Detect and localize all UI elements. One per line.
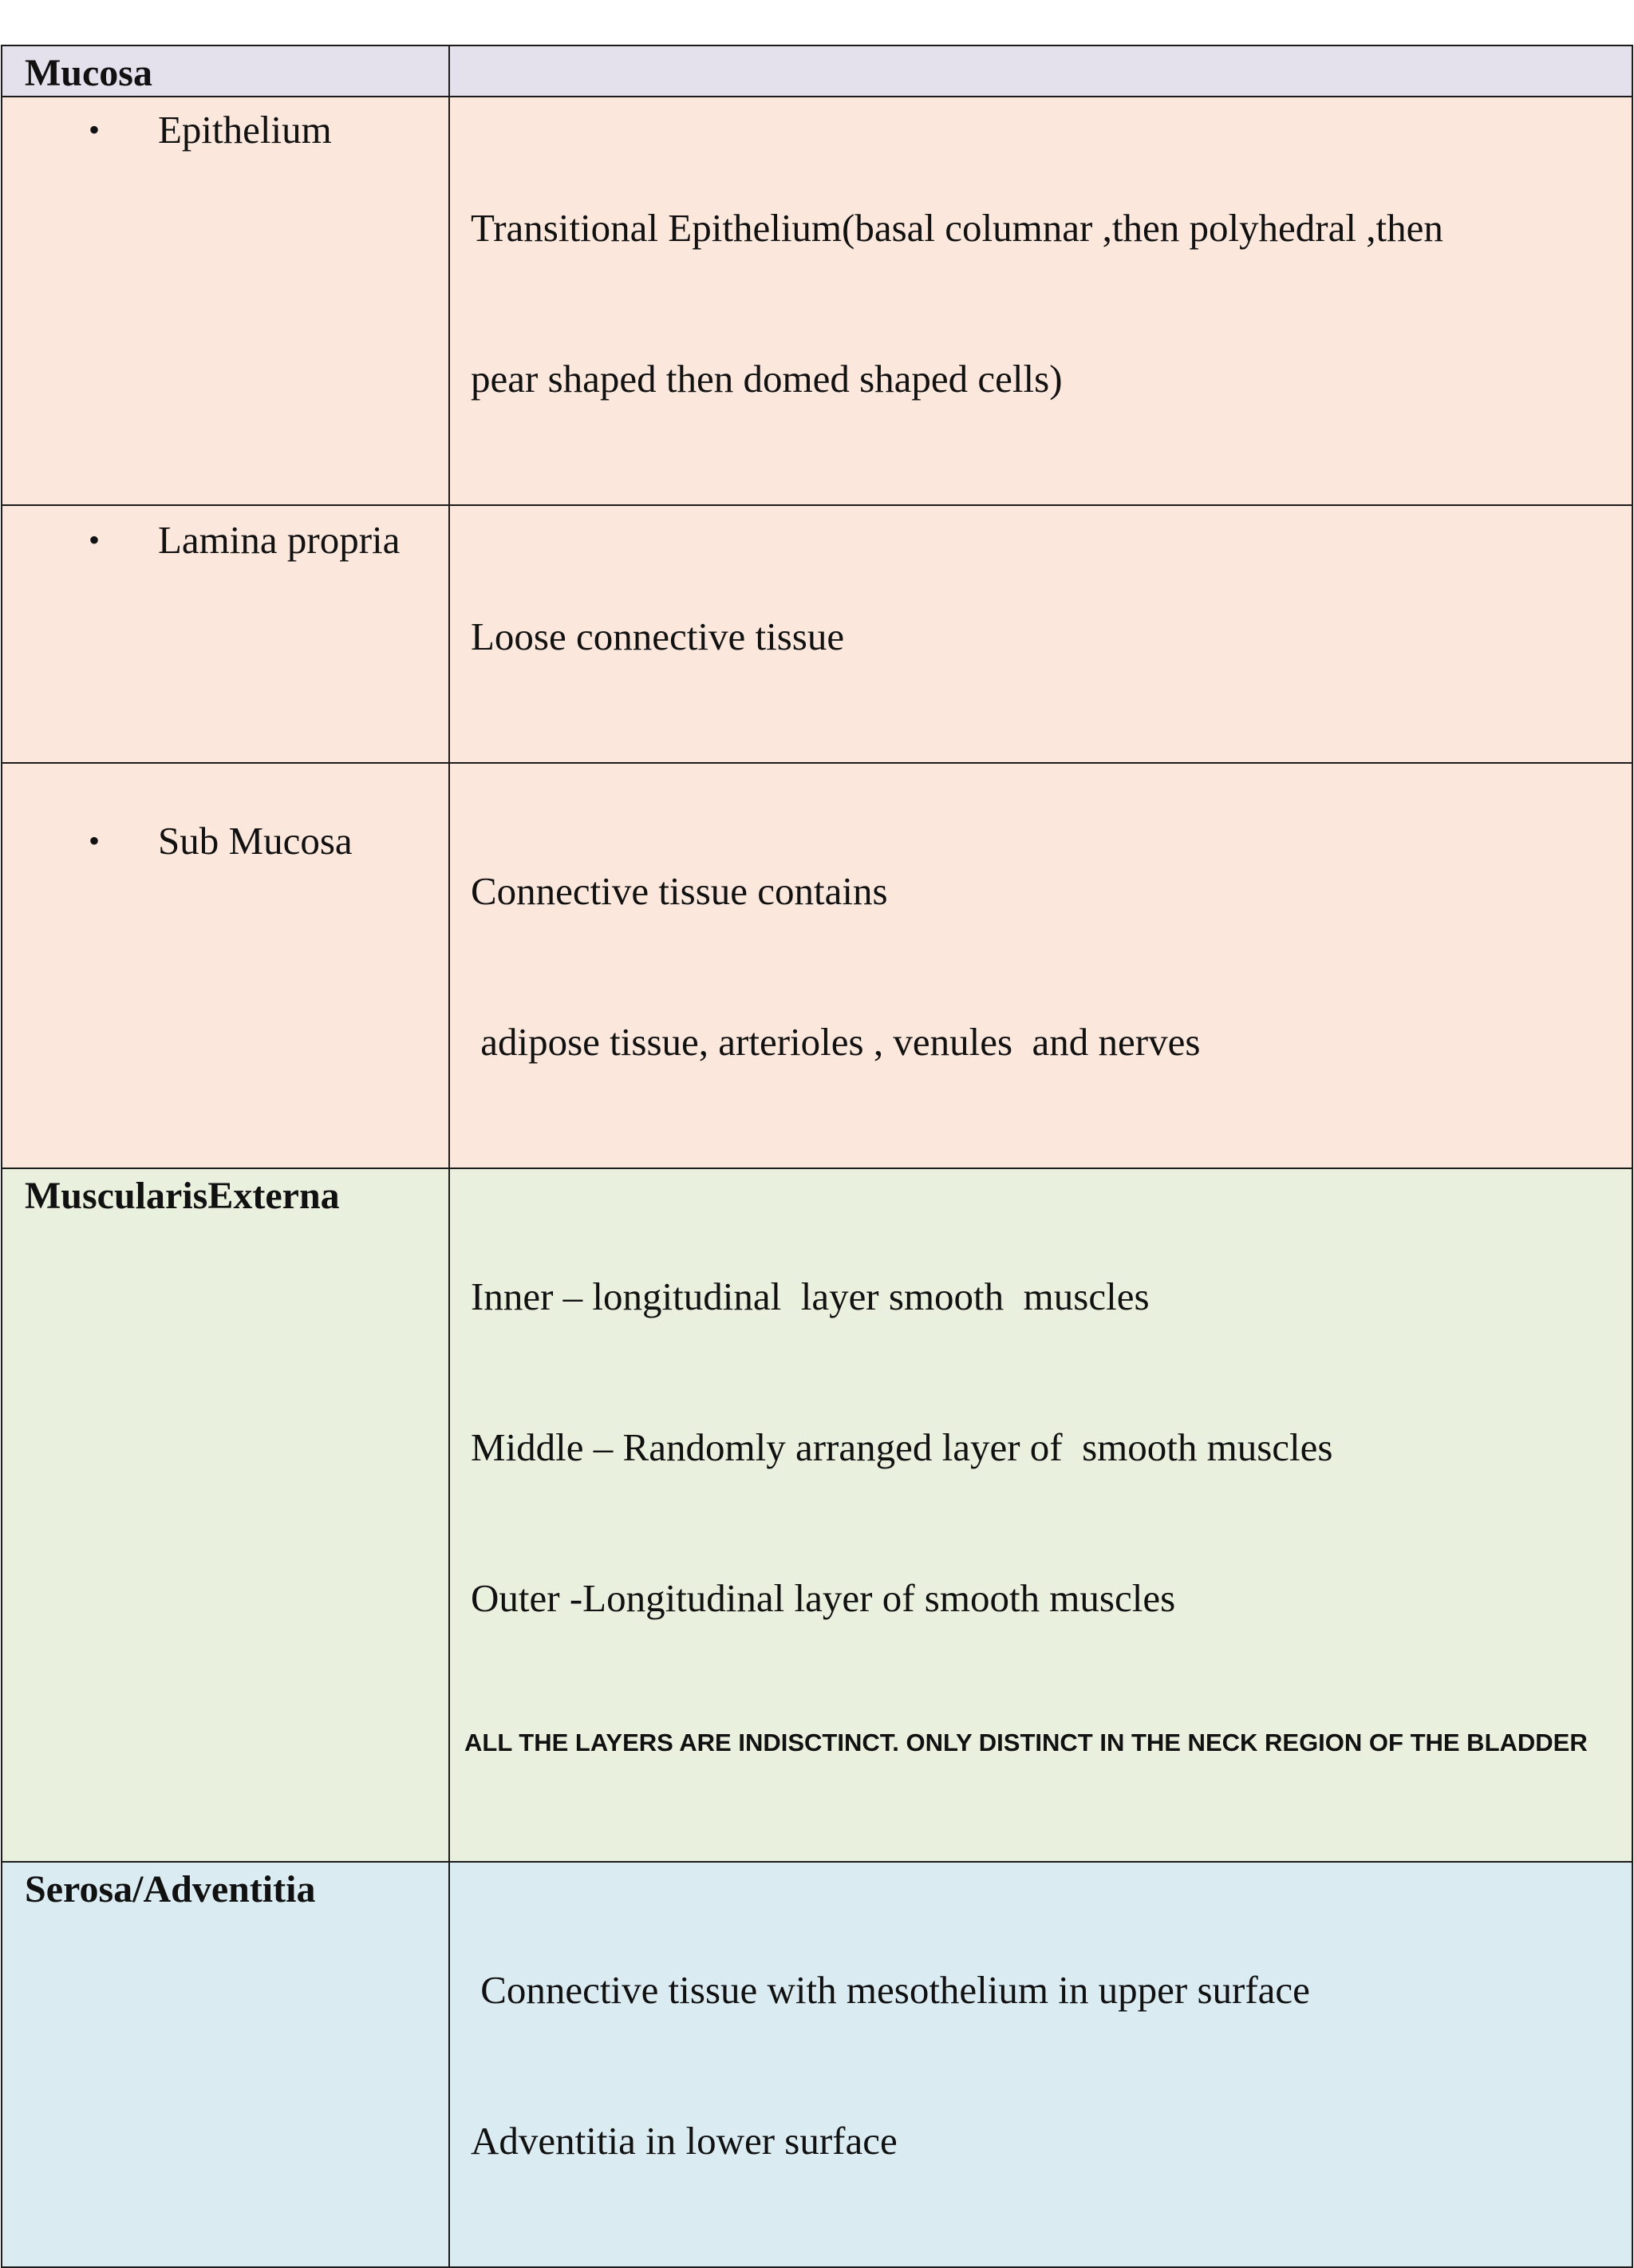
muscularis-note: ALL THE LAYERS ARE INDISCTINCT. ONLY DISTINCT IN THE NECK REGION OF THE BLADDER [464,1729,1588,1756]
bullet-icon: • [89,112,101,148]
lamina-propria-desc-cell [449,505,1632,763]
lamina-propria-desc [450,506,1632,762]
serosa-desc-line: Connective tissue with mesothelium in upper surface [471,1968,1310,2012]
bullet-icon: • [89,522,101,558]
muscularis-label-cell [2,1168,449,1862]
sub-mucosa-label-cell [2,763,449,1168]
mucosa-desc-cell [449,45,1632,97]
sub-mucosa-desc-line: Connective tissue contains [471,869,888,913]
epithelium-item [2,97,448,155]
sub-mucosa-desc-line: adipose tissue, arterioles , venules and nerves [471,1020,1201,1064]
muscularis-label: MuscularisExterna [25,1175,340,1217]
bladder-layers-table [1,45,1633,2268]
epithelium-label: Epithelium [158,108,332,152]
table-row-sub-mucosa [2,763,1632,1168]
lamina-propria-desc-line: Loose connective tissue [471,614,845,658]
sub-mucosa-desc-cell [449,763,1632,1168]
epithelium-desc-line: Transitional Epithelium(basal columnar ,then polyhedral ,then [471,206,1443,250]
epithelium-label-cell [2,97,449,505]
sub-mucosa-label: Sub Mucosa [158,819,353,863]
muscularis-desc-cell [449,1168,1632,1862]
lamina-propria-label-cell [2,505,449,763]
muscularis-desc-line: Outer -Longitudinal layer of smooth muscles [471,1576,1176,1620]
muscularis-desc-line: Middle – Randomly arranged layer of smooth muscles [471,1425,1333,1469]
mucosa-label: Mucosa [25,52,152,94]
table-row-muscularis-externa [2,1168,1632,1862]
sub-mucosa-desc [450,764,1632,1168]
serosa-label-cell [2,1862,449,2267]
table-row-mucosa-header [2,45,1632,97]
serosa-label: Serosa/Adventitia [25,1868,316,1910]
table-row-epithelium [2,97,1632,505]
mucosa-label-cell [2,45,449,97]
serosa-desc-cell [449,1862,1632,2267]
epithelium-desc-cell [449,97,1632,505]
lamina-propria-label: Lamina propria [158,518,401,562]
lamina-propria-item [2,506,448,565]
epithelium-desc [450,97,1632,504]
table-row-lamina-propria [2,505,1632,763]
serosa-desc [450,1863,1632,2266]
epithelium-desc-line: pear shaped then domed shaped cells) [471,357,1063,401]
bullet-icon: • [89,823,101,859]
mucosa-desc [450,46,1632,51]
table-row-serosa-adventitia [2,1862,1632,2267]
muscularis-desc [450,1169,1632,1861]
sub-mucosa-item [2,764,448,866]
serosa-desc-line: Adventitia in lower surface [471,2119,898,2163]
muscularis-desc-line: Inner – longitudinal layer smooth muscles [471,1274,1150,1318]
